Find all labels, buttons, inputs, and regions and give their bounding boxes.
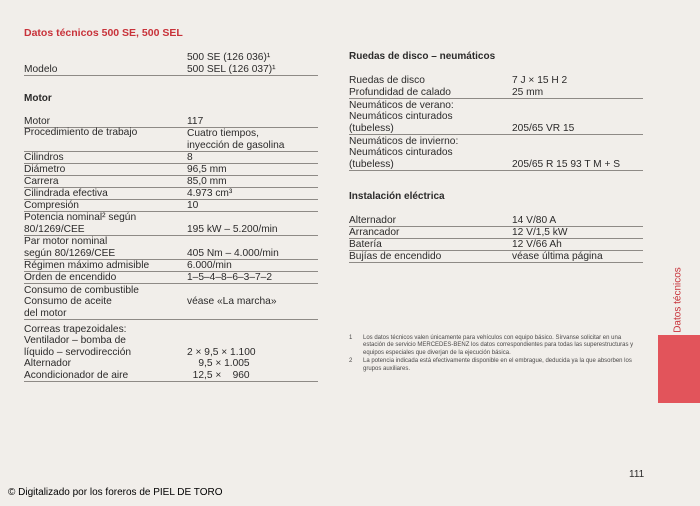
motor-row-value: Cuatro tiempos, inyección de gasolina — [187, 128, 285, 151]
motor-row-key: Procedimiento de trabajo — [24, 127, 138, 138]
wheels-row-value: 7 J × 15 H 2 25 mm — [512, 75, 568, 98]
motor-heading: Motor — [24, 93, 52, 104]
motor-row — [24, 127, 318, 152]
motor-row-value: 6.000/min — [187, 259, 232, 271]
motor-row-value: véase «La marcha» — [187, 295, 277, 307]
page-title: Datos técnicos 500 SE, 500 SEL — [24, 27, 183, 39]
motor-row-key: Motor — [24, 115, 51, 127]
section-tab — [658, 335, 700, 403]
footnote — [349, 358, 645, 373]
wheels-row-key: Neumáticos de invierno: Neumáticos cinturados (tubeless) — [349, 135, 459, 170]
motor-row-key: Consumo de combustible Consumo de aceite del motor — [24, 284, 139, 319]
wheels-row-value: 205/65 R 15 93 T M + S — [512, 158, 621, 170]
page-number: 111 — [629, 469, 645, 480]
motor-row-key: Diámetro — [24, 163, 66, 175]
motor-row — [24, 235, 318, 260]
motor-row-value: 1–5–4–8–6–3–7–2 — [187, 271, 272, 283]
motor-row-key: Correas trapezoidales: Ventilador – bomba de líquido – servodirección Alternador Acondicionador de aire — [24, 323, 132, 381]
footnote-number: 2 — [349, 358, 353, 365]
wheels-row-key: Ruedas de disco Profundidad de calado — [349, 75, 451, 98]
wheels-row — [349, 74, 643, 99]
motor-row-key: Régimen máximo admisible — [24, 259, 150, 271]
electrical-row-key: Batería — [349, 238, 382, 250]
footnotes — [349, 335, 645, 374]
electrical-heading: Instalación eléctrica — [349, 191, 445, 202]
motor-row-value: 8 — [187, 151, 193, 163]
motor-row-value: 4.973 cm³ — [187, 187, 233, 199]
wheels-row-key: Neumáticos de verano: Neumáticos cinturados (tubeless) — [349, 99, 454, 134]
motor-row-key: Carrera — [24, 175, 59, 187]
side-section-label: Datos técnicos — [672, 267, 684, 333]
motor-row-key: Orden de encendido — [24, 271, 117, 283]
model-value-1: 500 SE (126 036)¹ — [187, 52, 271, 63]
model-label: Modelo — [24, 63, 58, 75]
motor-row-key: Potencia nominal² según 80/1269/CEE — [24, 212, 137, 235]
motor-row-value: 405 Nm – 4.000/min — [187, 247, 279, 259]
model-row — [24, 63, 318, 76]
credit-text: © Digitalizado por los foreros de PIEL DE TORO — [8, 487, 223, 498]
motor-row — [24, 322, 318, 382]
electrical-row-value: 14 V/80 A — [512, 214, 557, 226]
electrical-row-key: Alternador — [349, 214, 397, 226]
wheels-row-value: 205/65 VR 15 — [512, 122, 575, 134]
electrical-row-value: véase última página — [512, 250, 603, 262]
wheels-row — [349, 134, 643, 171]
motor-row-value: 85,0 mm — [187, 175, 227, 187]
footnote — [349, 335, 645, 357]
motor-row-key: Cilindrada efectiva — [24, 187, 108, 199]
motor-row — [24, 211, 318, 236]
wheels-heading: Ruedas de disco – neumáticos — [349, 51, 496, 62]
motor-row-value: 96,5 mm — [187, 163, 227, 175]
motor-row-key: Cilindros — [24, 151, 64, 163]
electrical-row-key: Arrancador — [349, 226, 400, 238]
model-value-2: 500 SEL (126 037)¹ — [187, 63, 276, 75]
electrical-row-value: 12 V/1,5 kW — [512, 226, 568, 238]
electrical-row — [349, 250, 643, 263]
electrical-row-key: Bujías de encendido — [349, 250, 442, 262]
footnote-text: La potencia indicada está efectivamente disponible en el embrague, deducida ya la que absorben los grupos auxiliares. — [363, 358, 632, 372]
motor-row-value: 117 — [187, 115, 204, 127]
wheels-row — [349, 98, 643, 135]
motor-row-value: 195 kW – 5.200/min — [187, 223, 278, 235]
motor-row-key: Par motor nominal según 80/1269/CEE — [24, 236, 116, 259]
motor-row-key: Compresión — [24, 199, 79, 211]
footnote-number: 1 — [349, 335, 353, 341]
motor-row-value: 2 × 9,5 × 1.100 9,5 × 1.005 12,5 × 960 — [187, 346, 256, 381]
motor-row-value: 10 — [187, 199, 199, 211]
electrical-row-value: 12 V/66 Ah — [512, 238, 562, 250]
footnote-text: Los datos técnicos valen únicamente para vehículos con equipo básico. Sírvanse solicitar en una estación de servicio MERCEDES-BENZ los datos correspondientes para todas las superestructuras y equipos especiales que diverjan de la ejecución básica. — [363, 335, 634, 356]
motor-row — [24, 283, 318, 320]
